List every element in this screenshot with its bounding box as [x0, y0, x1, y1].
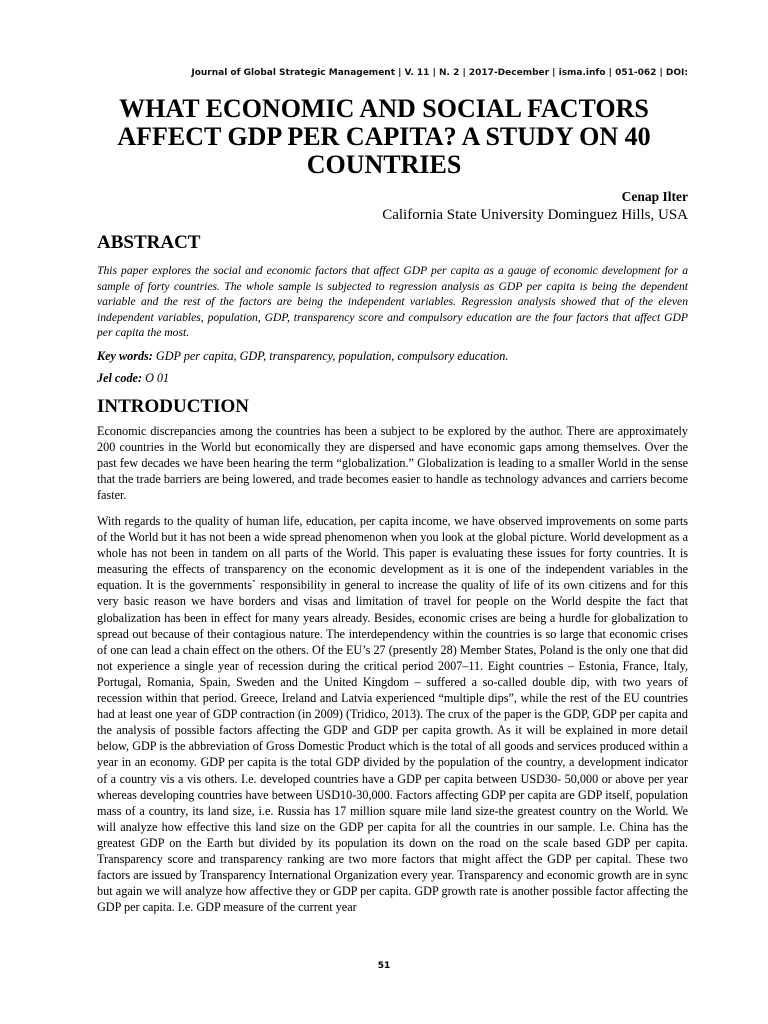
abstract-text: This paper explores the social and economic factors that affect GDP per capita as a gauge of economic development for a sample of forty countries. The whole sample is subjected to regression analysis as GDP per capita is being the dependent variable and the rest of the factors are being the independent variables. Regression analysis showed that of the eleven independent variables, population, GDP, transparency score and compulsory education are the four factors that affect GDP per capita the most.: [97, 264, 688, 340]
page-number: 51: [377, 961, 391, 971]
author-affiliation: California State University Dominguez Hills, USA: [382, 207, 688, 223]
keywords-value: GDP per capita, GDP, transparency, population, compulsory education.: [155, 349, 509, 363]
introduction-heading: INTRODUCTION: [97, 396, 250, 417]
author-name: Cenap Ilter: [621, 189, 688, 204]
journal-header: Journal of Global Strategic Management | V. 11 | N. 2 | 2017-December | isma.info | 051-062 | DOI:: [191, 68, 688, 78]
jel-code-value: O 01: [145, 371, 170, 385]
keywords-line: [97, 349, 688, 364]
jel-code-line: [97, 371, 688, 386]
introduction-paragraph-1: Economic discrepancies among the countries has been a subject to be explored by the author. There are approximately 200 countries in the World but economically they are dispersed and have economic gaps among themselves. Over the past few decades we have been hearing the term “globalization.” Globalization is leading to a smaller World in the sense that the trade barriers are being lowered, and trade becomes easier to handle as technology advances and carriers become faster.: [97, 424, 688, 503]
abstract-heading: ABSTRACT: [97, 232, 201, 253]
paper-title: WHAT ECONOMIC AND SOCIAL FACTORS AFFECT GDP PER CAPITA? A STUDY ON 40 COUNTRIES: [117, 94, 651, 179]
jel-code-label: Jel code:: [97, 371, 143, 385]
introduction-paragraph-2: With regards to the quality of human life, education, per capita income, we have observed improvements on some parts of the World but it has not been a wide spread phenomenon when you look at the global picture. World development as a whole has not been in tandem on all parts of the World. This paper is evaluating these issues for forty countries. It is measuring the effects of transparency on the economic development as it is one of the independent variables in the equation. It is the governments` responsibility in general to increase the quality of life of its own citizens and for this very basic reason we have borders and visas and limitation of travel for people on the World despite the fact that globalization has been in effect for many years already. Besides, economic crises are being a hurdle for globalization to spread out because of their contagious nature. The interdependency within the countries is so large that economic crises of one can lead a chain effect on the others. Of the EU’s 27 (presently 28) Member States, Poland is the only one that did not experience a single year of recession during the critical period 2007–11. Eight countries – Estonia, France, Italy, Portugal, Romania, Spain, Sweden and the United Kingdom – suffered a so-called double dip, with two years of recession within that period. Greece, Ireland and Latvia experienced “multiple dips”, while the rest of the EU countries had at least one year of GDP contraction (in 2009) (Tridico, 2013). The crux of the paper is the GDP, GDP per capita and the analysis of possible factors affecting the GDP and GDP per capita growth. As it will be explained in more detail below, GDP is the abbreviation of Gross Domestic Product which is the total of all goods and services produced within a year in an economy. GDP per capita is the total GDP divided by the population of the country, a development indicator of a country vis a vis others. I.e. developed countries have a GDP per capita between USD30- 50,000 or above per year whereas developing countries have between USD10-30,000. Factors affecting GDP per capita are GDP itself, population mass of a country, its land size, i.e. Russia has 17 million square mile land size-the greatest country on the World. We will analyze how effective this land size on the GDP per capita for all the countries in our sample. I.e. China has the greatest GDP on the Earth but divided by its population its down on the road on the scale based GDP per capita. Transparency score and transparency ranking are two more factors that might affect the GDP per capital. These two factors are issued by Transparency International Organization every year. Transparency and economic growth are in sync but again we will analyze how affective they or GDP per capita. GDP growth rate is another possible factor affecting the GDP per capita. I.e. GDP measure of the current year: [97, 514, 688, 915]
keywords-label: Key words:: [97, 349, 153, 363]
